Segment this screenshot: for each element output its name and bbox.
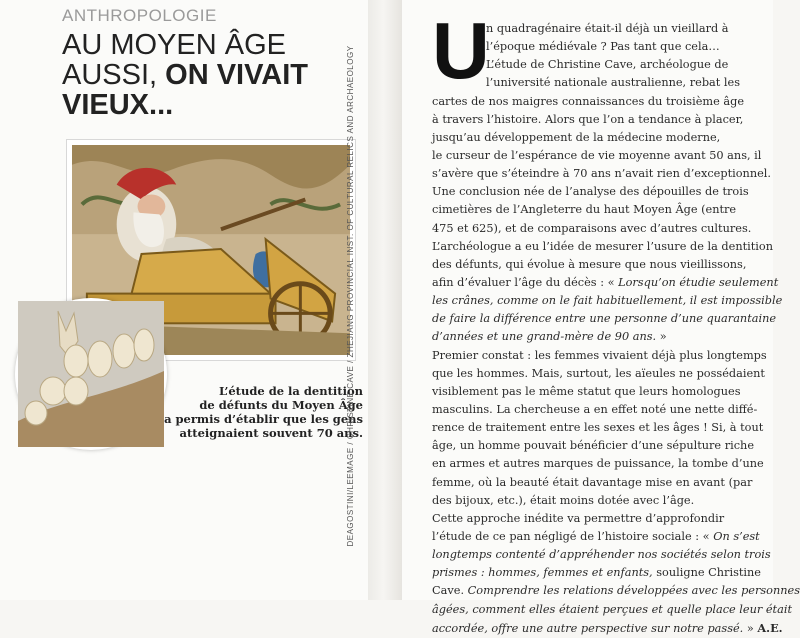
line-text: cartes de nos maigres connaissances du troisième âge	[432, 94, 745, 108]
line-text: l’époque médiévale ? Pas tant que cela…	[486, 40, 720, 54]
line-text: les crânes, comme on le fait habituellement, il est impossible	[432, 294, 783, 308]
article-line	[432, 256, 754, 274]
line-text: L’étude de Christine Cave, archéologue de	[486, 58, 729, 72]
article-line	[432, 619, 783, 637]
line-text: afin d’évaluer l’âge du décès : «	[432, 275, 619, 289]
article-line	[432, 310, 777, 328]
line-text: »	[743, 621, 758, 635]
article-title	[62, 30, 362, 120]
article-line	[432, 74, 754, 92]
article-line	[432, 201, 754, 219]
line-text: jusqu’au développement de la médecine moderne,	[432, 130, 721, 144]
line-text: l’université nationale australienne, rebat les	[486, 76, 741, 90]
line-text: visiblement pas le même statut que leurs homologues	[432, 384, 741, 398]
article-line	[432, 20, 754, 38]
line-text: Cette approche inédite va permettre d’approfondir	[432, 511, 725, 525]
article-line	[432, 129, 754, 147]
line-text: l’étude de ce pan négligé de l’histoire sociale : «	[432, 529, 714, 543]
article-line	[432, 111, 754, 129]
article-line	[432, 328, 754, 346]
article-line	[432, 93, 754, 111]
article-line	[432, 365, 765, 383]
line-text: 475 et 625), et de comparaisons avec d’autres cultures.	[432, 221, 752, 235]
article-line	[432, 455, 764, 473]
title-line-2-normal: AUSSI,	[62, 59, 158, 91]
article-line	[432, 220, 754, 238]
article-line	[432, 347, 767, 365]
line-text: »	[656, 330, 667, 344]
line-text: à travers l’histoire. Alors que l’on a tendance à placer,	[432, 112, 744, 126]
line-text: des défunts, qui évolue à mesure que nous vieillissons,	[432, 257, 747, 271]
line-text: le curseur de l’espérance de vie moyenne avant 50 ans, il	[432, 148, 762, 162]
article-line	[432, 492, 754, 510]
line-text: L’archéologue a eu l’idée de mesurer l’usure de la dentition	[432, 239, 774, 253]
photo-credit: DEAGOSTINI/LEEMAGE / CHRISTINE CAVE / ZHEJIANG PROVINCIAL INST. OF CULTURAL RELICS AND ARCHAEOLOGY	[346, 45, 355, 547]
teeth-photo	[15, 298, 167, 450]
caption-line: a permis d’établir que les gens	[164, 412, 363, 426]
caption-line: L’étude de la dentition	[219, 384, 363, 398]
dentition-illustration	[18, 301, 164, 447]
line-text: Cave.	[432, 584, 468, 598]
line-text: souligne Christine	[652, 566, 761, 580]
article-line	[432, 510, 754, 528]
line-text: d’années et une grand-mère de 90 ans.	[432, 330, 657, 344]
line-text: des bijoux, etc.), était moins dotée avec l’âge.	[432, 493, 695, 507]
article-line	[432, 582, 800, 600]
section-rubric: ANTHROPOLOGIE	[62, 6, 217, 25]
article-line	[432, 274, 779, 292]
line-text: longtemps contenté d’appréhender nos sociétés selon trois	[432, 548, 771, 562]
article-line	[432, 564, 761, 582]
article-line	[432, 401, 758, 419]
line-text: en armes et autres marques de puissance, la tombe d’une	[432, 457, 764, 471]
line-text: A.E.	[757, 620, 783, 635]
article-line	[432, 528, 760, 546]
line-text: rence de traitement entre les sexes et les âges ! Si, à tout	[432, 421, 764, 435]
line-text: masculins. La chercheuse a en effet noté une nette diffé-	[432, 402, 758, 416]
article-line	[432, 238, 774, 256]
line-text: Comprendre les relations développées avec les personnes	[467, 584, 800, 598]
line-text: femme, où la beauté était davantage mise en avant (par	[432, 475, 753, 489]
article-line	[432, 546, 771, 564]
article-line	[432, 183, 754, 201]
line-text: que les hommes. Mais, surtout, les aïeules ne possédaient	[432, 366, 765, 380]
article-line	[432, 38, 754, 56]
line-text: Lorsqu’on étudie seulement	[618, 275, 779, 289]
article-line	[432, 419, 764, 437]
line-text: cimetières de l’Angleterre du haut Moyen Âge (entre	[432, 203, 737, 217]
title-line-1: AU MOYEN ÂGE	[62, 29, 286, 61]
line-text: prismes : hommes, femmes et enfants,	[432, 566, 653, 580]
line-text: Une conclusion née de l’analyse des dépouilles de trois	[432, 185, 749, 199]
article-line	[432, 147, 762, 165]
article-line	[432, 383, 754, 401]
caption-line: de défunts du Moyen Âge	[199, 398, 363, 412]
article-line	[432, 437, 754, 455]
article-line	[432, 56, 754, 74]
line-text: n quadragénaire était-il déjà un vieillard à	[486, 22, 729, 35]
article-line	[432, 601, 792, 619]
line-text: accordée, offre une autre perspective sur notre passé.	[432, 621, 744, 635]
caption-line: atteignaient souvent 70 ans.	[179, 426, 363, 440]
title-line-2-bold: ON VIVAIT	[165, 59, 309, 91]
line-text: âge, un homme pouvait bénéficier d’une sépulture riche	[432, 439, 754, 453]
article-line	[432, 165, 771, 183]
article-line	[432, 474, 754, 492]
page-gutter	[368, 0, 402, 600]
line-text: Premier constat : les femmes vivaient déjà plus longtemps	[432, 348, 767, 362]
article-line	[432, 292, 783, 310]
article-body	[432, 6, 800, 637]
image-caption	[148, 384, 363, 440]
line-text: s’avère que s’éteindre à 70 ans n’avait rien d’exceptionnel.	[432, 167, 771, 181]
line-text: âgées, comment elles étaient perçues et quelle place leur était	[432, 602, 792, 616]
line-text: de faire la différence entre une personne d’une quarantaine	[432, 312, 777, 326]
drop-cap: U	[432, 6, 490, 95]
line-text: On s’est	[713, 529, 760, 543]
title-line-3: VIEUX...	[62, 89, 174, 121]
title-line-2	[62, 60, 362, 90]
